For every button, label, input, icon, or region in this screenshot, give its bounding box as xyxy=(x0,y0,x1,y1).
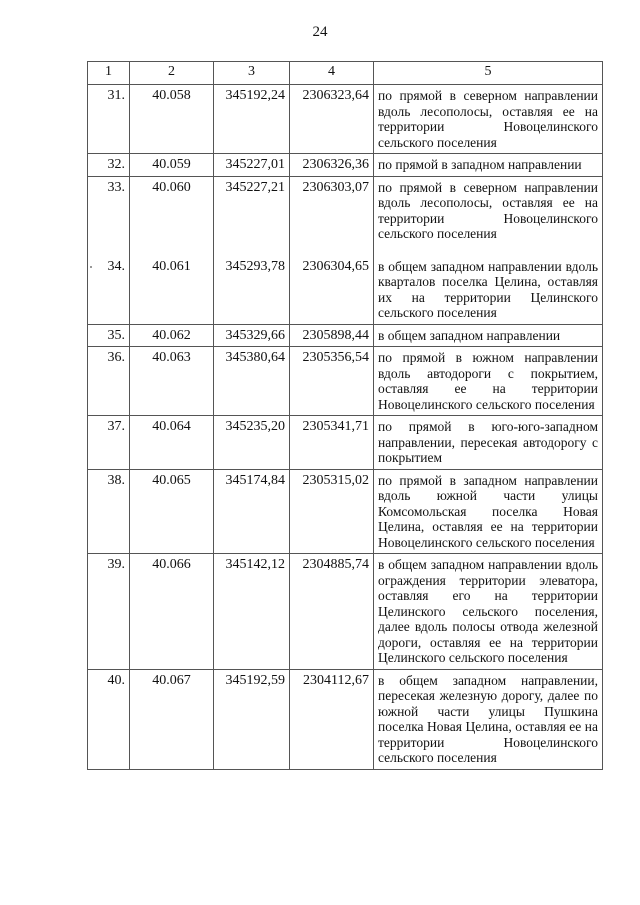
row-number: 36. xyxy=(88,347,130,416)
boundary-description: по прямой в западном направлении вдоль южной части улицы Комсомольская поселка Новая Целина, оставляя ее на территории Новоцелинского сельского поселения xyxy=(374,469,603,554)
column-header-1: 1 xyxy=(88,62,130,85)
row-number: 33. xyxy=(88,176,130,259)
table-row xyxy=(88,176,603,259)
table-row xyxy=(88,347,603,416)
point-code: 40.060 xyxy=(130,176,214,259)
column-header-4: 4 xyxy=(290,62,374,85)
table-row xyxy=(88,416,603,470)
boundary-description: в общем западном направлении xyxy=(374,324,603,347)
point-code: 40.059 xyxy=(130,154,214,177)
y-coordinate: 2305341,71 xyxy=(290,416,374,470)
point-code: 40.064 xyxy=(130,416,214,470)
boundary-description: по прямой в северном направлении вдоль лесополосы, оставляя ее на территории Новоцелинского сельского поселения xyxy=(374,85,603,154)
table-row xyxy=(88,154,603,177)
x-coordinate: 345192,59 xyxy=(214,669,290,769)
row-number: 39. xyxy=(88,554,130,670)
point-code: 40.061 xyxy=(130,259,214,325)
x-coordinate: 345142,12 xyxy=(214,554,290,670)
point-code: 40.063 xyxy=(130,347,214,416)
column-header-2: 2 xyxy=(130,62,214,85)
row-number: 38. xyxy=(88,469,130,554)
boundary-description: в общем западном направлении вдоль кварталов поселка Целина, оставляя их на территории Целинского сельского поселения xyxy=(374,259,603,325)
boundary-description: по прямой в юго-юго-западном направлении, пересекая автодорогу с покрытием xyxy=(374,416,603,470)
row-number: 40. xyxy=(88,669,130,769)
row-number: 32. xyxy=(88,154,130,177)
boundary-description: в общем западном направлении вдоль ограждения территории элеватора, оставляя его на территории Целинского сельского поселения, далее вдоль полосы отвода железной дороги, оставляя ее на территории Целинского сельского поселения xyxy=(374,554,603,670)
table-row xyxy=(88,554,603,670)
y-coordinate: 2305315,02 xyxy=(290,469,374,554)
x-coordinate: 345192,24 xyxy=(214,85,290,154)
y-coordinate: 2306326,36 xyxy=(290,154,374,177)
x-coordinate: 345174,84 xyxy=(214,469,290,554)
table-row xyxy=(88,85,603,154)
x-coordinate: 345235,20 xyxy=(214,416,290,470)
point-code: 40.065 xyxy=(130,469,214,554)
x-coordinate: 345227,01 xyxy=(214,154,290,177)
x-coordinate: 345227,21 xyxy=(214,176,290,259)
header-row xyxy=(88,62,603,85)
point-code: 40.058 xyxy=(130,85,214,154)
boundary-points-table xyxy=(87,61,603,770)
boundary-description: по прямой в западном направлении xyxy=(374,154,603,177)
table-row xyxy=(88,669,603,769)
page-number: 24 xyxy=(312,24,328,40)
boundary-description: в общем западном направлении, пересекая железную дорогу, далее по южной части улицы Пушкина поселка Новая Целина, оставляя ее на территории Новоцелинского сельского поселения xyxy=(374,669,603,769)
y-coordinate: 2306323,64 xyxy=(290,85,374,154)
table-row xyxy=(88,469,603,554)
table-body xyxy=(88,85,603,770)
row-number: 34. xyxy=(88,259,130,325)
boundary-description: по прямой в южном направлении вдоль автодороги с покрытием, оставляя ее на территории Новоцелинского сельского поселения xyxy=(374,347,603,416)
row-number: 35. xyxy=(88,324,130,347)
table-row xyxy=(88,259,603,325)
y-coordinate: 2304112,67 xyxy=(290,669,374,769)
x-coordinate: 345329,66 xyxy=(214,324,290,347)
y-coordinate: 2305356,54 xyxy=(290,347,374,416)
row-number: 37. xyxy=(88,416,130,470)
column-header-3: 3 xyxy=(214,62,290,85)
x-coordinate: 345293,78 xyxy=(214,259,290,325)
point-code: 40.062 xyxy=(130,324,214,347)
point-code: 40.067 xyxy=(130,669,214,769)
table-row xyxy=(88,324,603,347)
y-coordinate: 2306303,07 xyxy=(290,176,374,259)
point-code: 40.066 xyxy=(130,554,214,670)
y-coordinate: 2306304,65 xyxy=(290,259,374,325)
y-coordinate: 2304885,74 xyxy=(290,554,374,670)
table-header xyxy=(88,62,603,85)
x-coordinate: 345380,64 xyxy=(214,347,290,416)
column-header-5: 5 xyxy=(374,62,603,85)
y-coordinate: 2305898,44 xyxy=(290,324,374,347)
row-number: 31. xyxy=(88,85,130,154)
boundary-description: по прямой в северном направлении вдоль лесополосы, оставляя ее на территории Новоцелинского сельского поселения xyxy=(374,176,603,259)
